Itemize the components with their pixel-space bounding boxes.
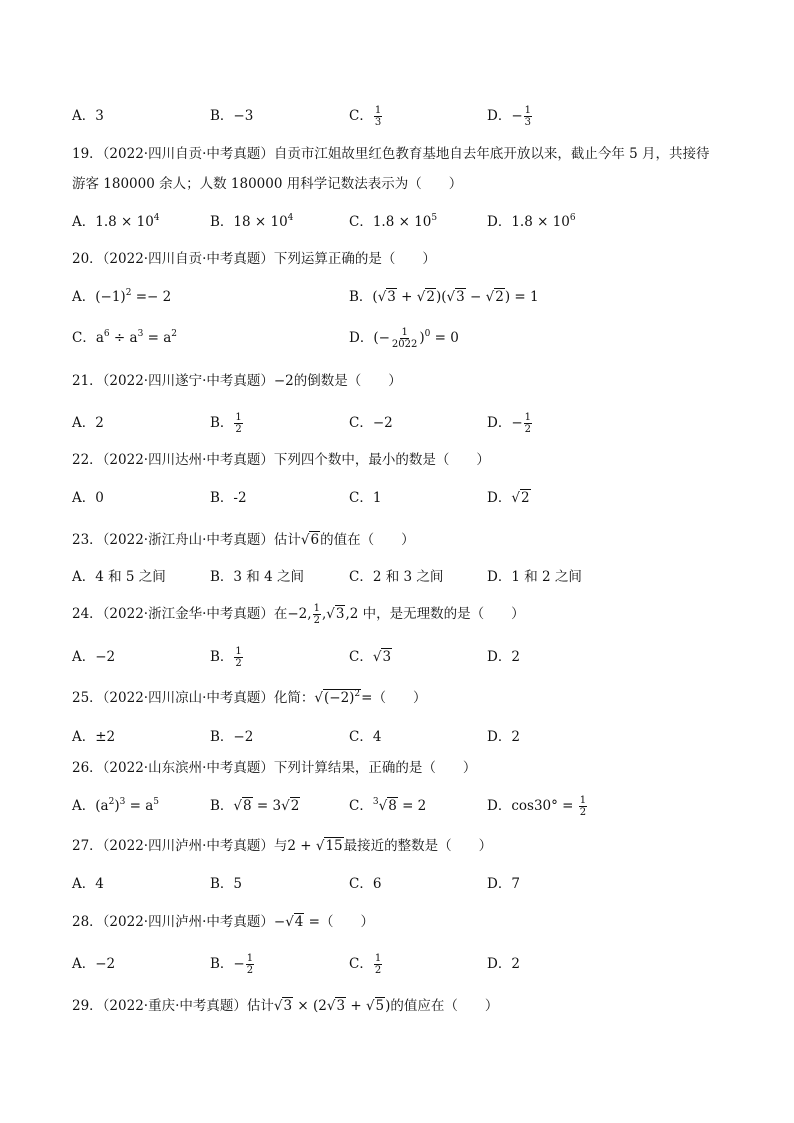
denominator: 3 <box>374 117 382 128</box>
option-a: A．−2 <box>72 649 116 665</box>
option-c: C．√3 <box>349 649 392 665</box>
option-b: B．√8 = 3√2 <box>210 798 300 814</box>
option-c: C． $\frac{1}{2}$ <box>349 953 382 976</box>
question-19-stem-line2: 游客 180000 余人；人数 180000 用科学记数法表示为（ ） <box>72 176 463 192</box>
numerator: 1 <box>374 105 382 116</box>
numerator: 1 <box>524 105 532 116</box>
option-d: D．− $\frac{1}{2}$ <box>487 412 532 435</box>
exponent: 5 <box>431 213 438 223</box>
fraction: $\frac{1}{2022}$ <box>391 327 418 350</box>
option-a: A．0 <box>72 490 104 506</box>
question-25-stem: 25．（2022·四川凉山·中考真题）化简：$√(-2)^2=$（ ） <box>72 689 427 706</box>
fraction <box>374 105 382 128</box>
denominator: 3 <box>524 117 532 128</box>
option-d: D．2 <box>487 956 520 972</box>
question-24-options <box>72 645 722 669</box>
option-c: C．1 <box>349 490 382 506</box>
question-24-stem: 24．（2022·浙江金华·中考真题）在−2, $\frac{1}{2}$ ,√3,2 中，是无理数的是（ ） <box>72 603 525 626</box>
option-b: B．− $\frac{1}{2}$ <box>210 953 254 976</box>
option-c <box>349 104 383 128</box>
option-a: A．±2 <box>72 729 116 745</box>
option-c: C．$a^6 \div a^3 = a^2$ <box>72 329 177 346</box>
option-a: A．3 <box>72 108 104 124</box>
option-d: D．(− $\frac{1}{2022}$ )$^0$ = 0 <box>349 327 459 350</box>
question-22-stem: 22．（2022·四川达州·中考真题）下列四个数中，最小的数是（ ） <box>72 452 490 468</box>
question-23-options <box>72 565 722 589</box>
option-a: A．$1.8 \times 10^4$ <box>72 213 160 230</box>
option-d: D．√2 <box>487 490 530 506</box>
question-20-stem: 20．（2022·四川自贡·中考真题）下列运算正确的是（ ） <box>72 251 436 267</box>
option-b: B．-2 <box>210 490 247 506</box>
fraction <box>524 105 532 128</box>
question-22-options <box>72 486 722 510</box>
question-28-stem: 28．（2022·四川泸州·中考真题）−√4 =（ ） <box>72 914 374 930</box>
fraction: $\frac{1}{2}$ <box>524 412 532 435</box>
question-26-stem: 26．（2022·山东滨州·中考真题）下列计算结果，正确的是（ ） <box>72 760 477 776</box>
question-19-stem-line1: 19．（2022·四川自贡·中考真题）自贡市江姐故里红色教育基地自去年底开放以来，截止今年 5 月，共接待 <box>72 146 710 162</box>
fraction: $\frac{1}{2}$ <box>313 603 320 626</box>
question-29-stem: 29．（2022·重庆·中考真题）估计√3 × (2√3 + √5)的值应在（ ） <box>72 998 499 1014</box>
option-a: A．$(-1)^2 =- 2$ <box>72 288 172 305</box>
option-label: C． <box>349 108 373 124</box>
option-b: B．5 <box>210 876 243 892</box>
question-20-options-row1 <box>72 285 722 309</box>
fraction: $\frac{1}{2}$ <box>246 953 254 976</box>
fraction: $\frac{1}{2}$ <box>235 412 242 435</box>
option-c: C．6 <box>349 876 382 892</box>
exponent: 6 <box>569 213 576 223</box>
exponent: 4 <box>153 213 160 223</box>
options-row-prev <box>72 104 722 128</box>
question-21-options <box>72 411 722 435</box>
question-19-options <box>72 210 722 234</box>
option-a: A．4 和 5 之间 <box>72 569 166 585</box>
question-23-stem: 23．（2022·浙江舟山·中考真题）估计√6的值在（ ） <box>72 532 415 548</box>
option-d <box>487 104 533 128</box>
option-d: D．2 <box>487 729 520 745</box>
option-a: A．2 <box>72 415 104 431</box>
question-20-options-row2 <box>72 326 722 350</box>
option-d: D．7 <box>487 876 520 892</box>
option-d: D．cos30° = $\frac{1}{2}$ <box>487 795 587 818</box>
option-a: A．$(a^2)^3 = a^5$ <box>72 797 160 814</box>
option-d: D．$1.8 \times 10^6$ <box>487 213 576 230</box>
exponent: 4 <box>287 213 294 223</box>
question-26-options <box>72 794 722 818</box>
fraction: $\frac{1}{2}$ <box>235 646 242 669</box>
fraction: $\frac{1}{2}$ <box>579 795 587 818</box>
option-c: C．$^3$√8 = 2 <box>349 797 427 814</box>
option-d: D．2 <box>487 649 520 665</box>
question-21-stem: 21．（2022·四川遂宁·中考真题）−2的倒数是（ ） <box>72 373 402 389</box>
question-27-stem: 27．（2022·四川泸州·中考真题）与2 + √15最接近的整数是（ ） <box>72 838 493 854</box>
option-d: D．1 和 2 之间 <box>487 569 582 585</box>
option-c: C．−2 <box>349 415 393 431</box>
option-b: B．−2 <box>210 729 254 745</box>
option-b: B． $\frac{1}{2}$ <box>210 646 242 669</box>
option-b: B． $\frac{1}{2}$ <box>210 412 242 435</box>
option-a: A．4 <box>72 876 104 892</box>
option-c: C．$1.8 \times 10^5$ <box>349 213 438 230</box>
option-b: B．$18 \times 10^4$ <box>210 213 294 230</box>
option-b: B．−3 <box>210 108 254 124</box>
question-27-options <box>72 872 722 896</box>
question-28-options <box>72 952 722 976</box>
fraction: $\frac{1}{2}$ <box>374 953 382 976</box>
option-b: B．(√3 + √2)(√3 − √2) = 1 <box>349 289 539 305</box>
option-label: D．− <box>487 108 523 124</box>
option-c: C．4 <box>349 729 382 745</box>
option-a: A．−2 <box>72 956 116 972</box>
option-c: C．2 和 3 之间 <box>349 569 444 585</box>
option-b: B．3 和 4 之间 <box>210 569 304 585</box>
question-25-options <box>72 725 722 749</box>
